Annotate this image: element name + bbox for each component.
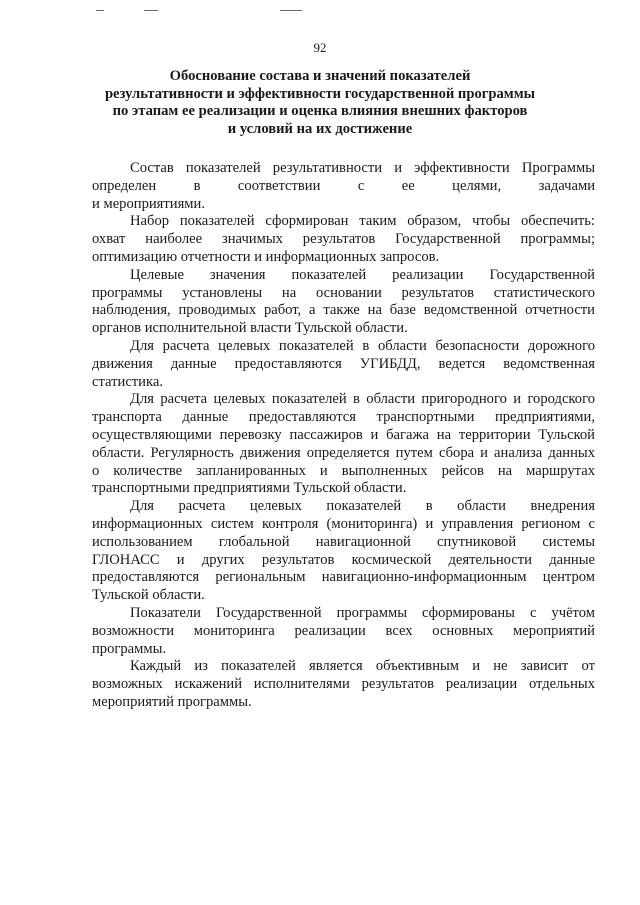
text-line: возможности мониторинга реализации всех основных мероприятий — [92, 622, 595, 639]
heading-line: Обоснование состава и значений показателей — [169, 68, 471, 84]
text-line: и мероприятиями. — [92, 195, 205, 212]
text-line: статистика. — [92, 373, 163, 390]
text-line: определен в соответствии с ее целями, задачами — [92, 177, 595, 194]
text-line: Для расчета целевых показателей в области безопасности дорожного — [130, 337, 595, 354]
text-line: использованием глобальной навигационной спутниковой системы — [92, 533, 595, 550]
text-line: Целевые значения показателей реализации Государственной — [130, 266, 595, 283]
paragraph — [92, 213, 595, 266]
text-line: возможных искажений исполнителями результатов реализации отдельных — [92, 676, 595, 693]
text-line: области. Регулярность движения определяется путем сбора и анализа данных — [92, 444, 595, 461]
text-line: Состав показателей результативности и эффективности Программы — [130, 160, 595, 176]
paragraph — [92, 391, 595, 498]
scan-artifact — [96, 10, 104, 11]
paragraph — [92, 338, 595, 391]
text-line: предоставляются региональным навигационно-информационным центром — [92, 569, 595, 586]
heading-line: по этапам ее реализации и оценка влияния внешних факторов — [112, 103, 528, 120]
text-line: информационных систем контроля (мониторинга) и управления регионом с — [92, 515, 595, 532]
text-line: мероприятий программы. — [92, 693, 252, 710]
paragraph — [92, 498, 595, 605]
paragraph — [92, 658, 595, 711]
body-text — [92, 160, 595, 712]
text-line: Набор показателей сформирован таким образом, чтобы обеспечить: — [130, 213, 595, 230]
paragraph — [92, 160, 595, 213]
text-line: программы. — [92, 640, 167, 657]
text-line: осуществляющими перевозку пассажиров и багажа на территории Тульской — [92, 426, 595, 443]
text-line: программы установлены на основании результатов статистического — [92, 284, 595, 301]
text-line: Для расчета целевых показателей в области внедрения — [130, 498, 595, 515]
text-line: Для расчета целевых показателей в области пригородного и городского — [130, 391, 595, 408]
text-line: о количестве запланированных и выполненных рейсов на маршрутах — [92, 462, 595, 479]
page-number: 92 — [313, 40, 327, 55]
scan-artifact — [280, 10, 302, 11]
text-line: Показатели Государственной программы сформированы с учётом — [130, 604, 595, 621]
text-line: наблюдения, проводимых работ, а также на базе ведомственной отчетности — [92, 302, 595, 319]
text-line: транспорта данные предоставляются транспортными предприятиями, — [92, 409, 595, 426]
paragraph — [92, 605, 595, 658]
text-line: органов исполнительной власти Тульской области. — [92, 320, 408, 337]
heading-line: и условий на их достижение — [227, 120, 413, 137]
heading-line: результативности и эффективности государственной программы — [104, 85, 536, 102]
text-line: оптимизацию отчетности и информационных запросов. — [92, 248, 440, 265]
text-line: Тульской области. — [92, 587, 205, 604]
paragraph — [92, 267, 595, 338]
section-heading — [100, 68, 540, 138]
text-line: ГЛОНАСС и других результатов космической деятельности данные — [92, 551, 595, 568]
text-line: охват наиболее значимых результатов Государственной программы; — [92, 231, 595, 248]
scan-artifact — [144, 10, 158, 11]
text-line: Каждый из показателей является объективным и не зависит от — [130, 658, 595, 675]
text-line: движения данные предоставляются УГИБДД, ведется ведомственная — [92, 355, 595, 372]
text-line: транспортными предприятиями Тульской области. — [92, 480, 407, 497]
